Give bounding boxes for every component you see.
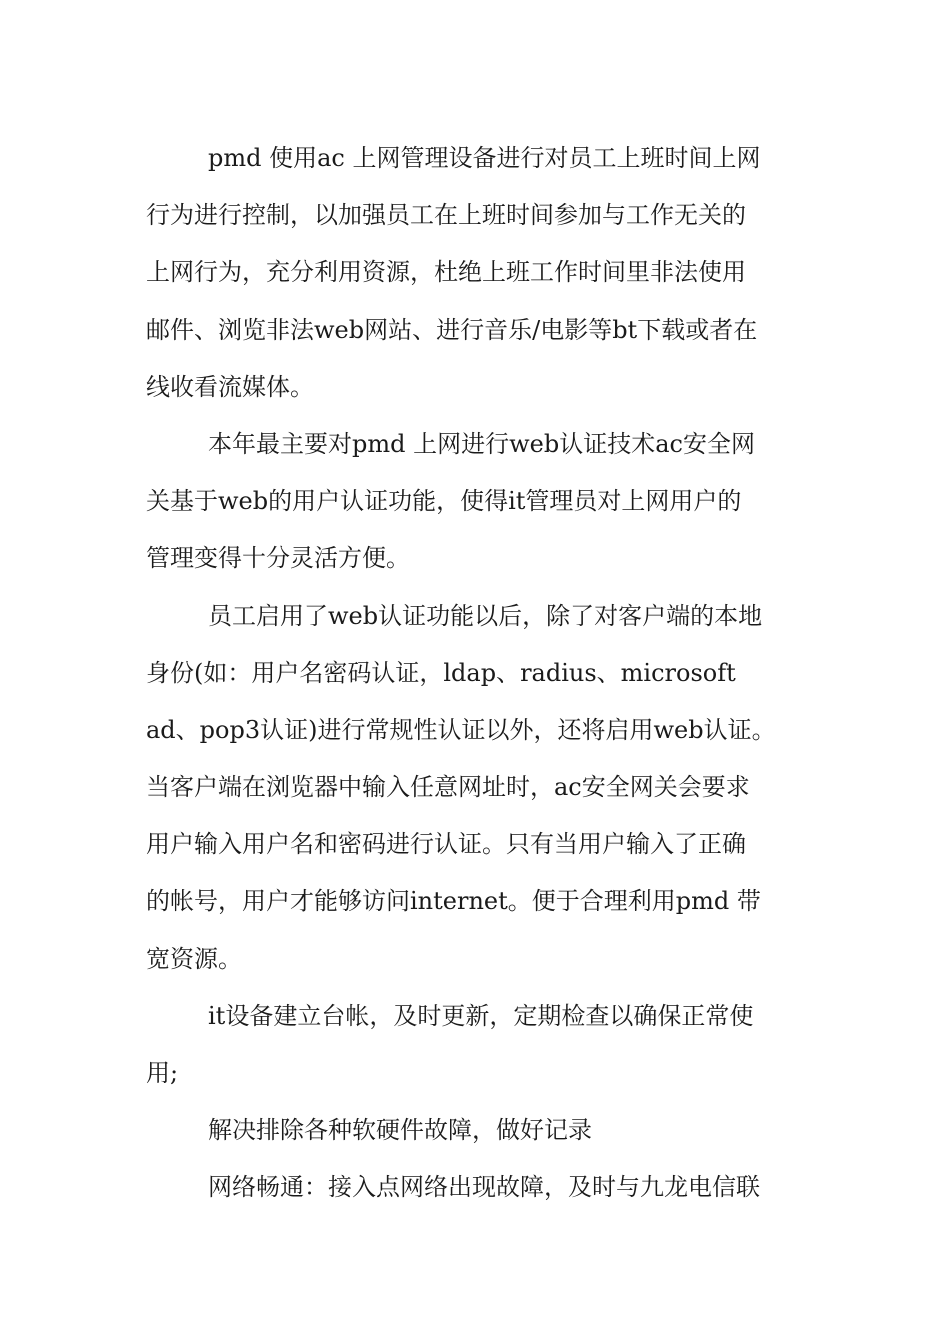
text-line: 邮件、浏览非法web网站、进行音乐/电影等bt下载或者在 (146, 315, 758, 344)
paragraph-web-auth-process (146, 588, 811, 988)
text-line: 线收看流媒体。 (146, 372, 314, 401)
text-line: 本年最主要对pmd 上网进行web认证技术ac安全网 (208, 429, 755, 458)
text-line: 关基于web的用户认证功能，使得it管理员对上网用户的 (146, 487, 742, 516)
text-line: ad、pop3认证)进行常规性认证以外，还将启用web认证。 (146, 715, 776, 744)
paragraph-web-auth-overview (146, 416, 811, 588)
text-line: 管理变得十分灵活方便。 (146, 544, 410, 573)
text-line: 网络畅通：接入点网络出现故障，及时与九龙电信联 (208, 1173, 760, 1202)
paragraph-ac-usage-control (146, 130, 811, 416)
paragraph-network-connectivity (146, 1159, 811, 1216)
text-line: it设备建立台帐，及时更新，定期检查以确保正常使 (208, 1001, 754, 1030)
text-line: 当客户端在浏览器中输入任意网址时，ac安全网关会要求 (146, 773, 750, 802)
text-line: 解决排除各种软硬件故障，做好记录 (208, 1116, 592, 1145)
text-line: 上网行为，充分利用资源，杜绝上班工作时间里非法使用 (146, 258, 746, 287)
text-line: pmd 使用ac 上网管理设备进行对员工上班时间上网 (208, 144, 761, 172)
text-line: 宽资源。 (146, 944, 242, 973)
text-line: 身份(如：用户名密码认证，ldap、radius、microsoft (146, 658, 736, 687)
text-line: 员工启用了web认证功能以后，除了对客户端的本地 (208, 601, 763, 630)
text-line: 行为进行控制，以加强员工在上班时间参加与工作无关的 (146, 201, 746, 230)
text-line: 用户输入用户名和密码进行认证。只有当用户输入了正确 (146, 830, 746, 859)
text-line: 用; (146, 1059, 179, 1087)
text-line: 的帐号，用户才能够访问internet。便于合理利用pmd 带 (146, 887, 761, 916)
paragraph-fault-handling (146, 1102, 811, 1159)
paragraph-it-asset-ledger (146, 988, 811, 1102)
document-body (146, 130, 811, 1217)
